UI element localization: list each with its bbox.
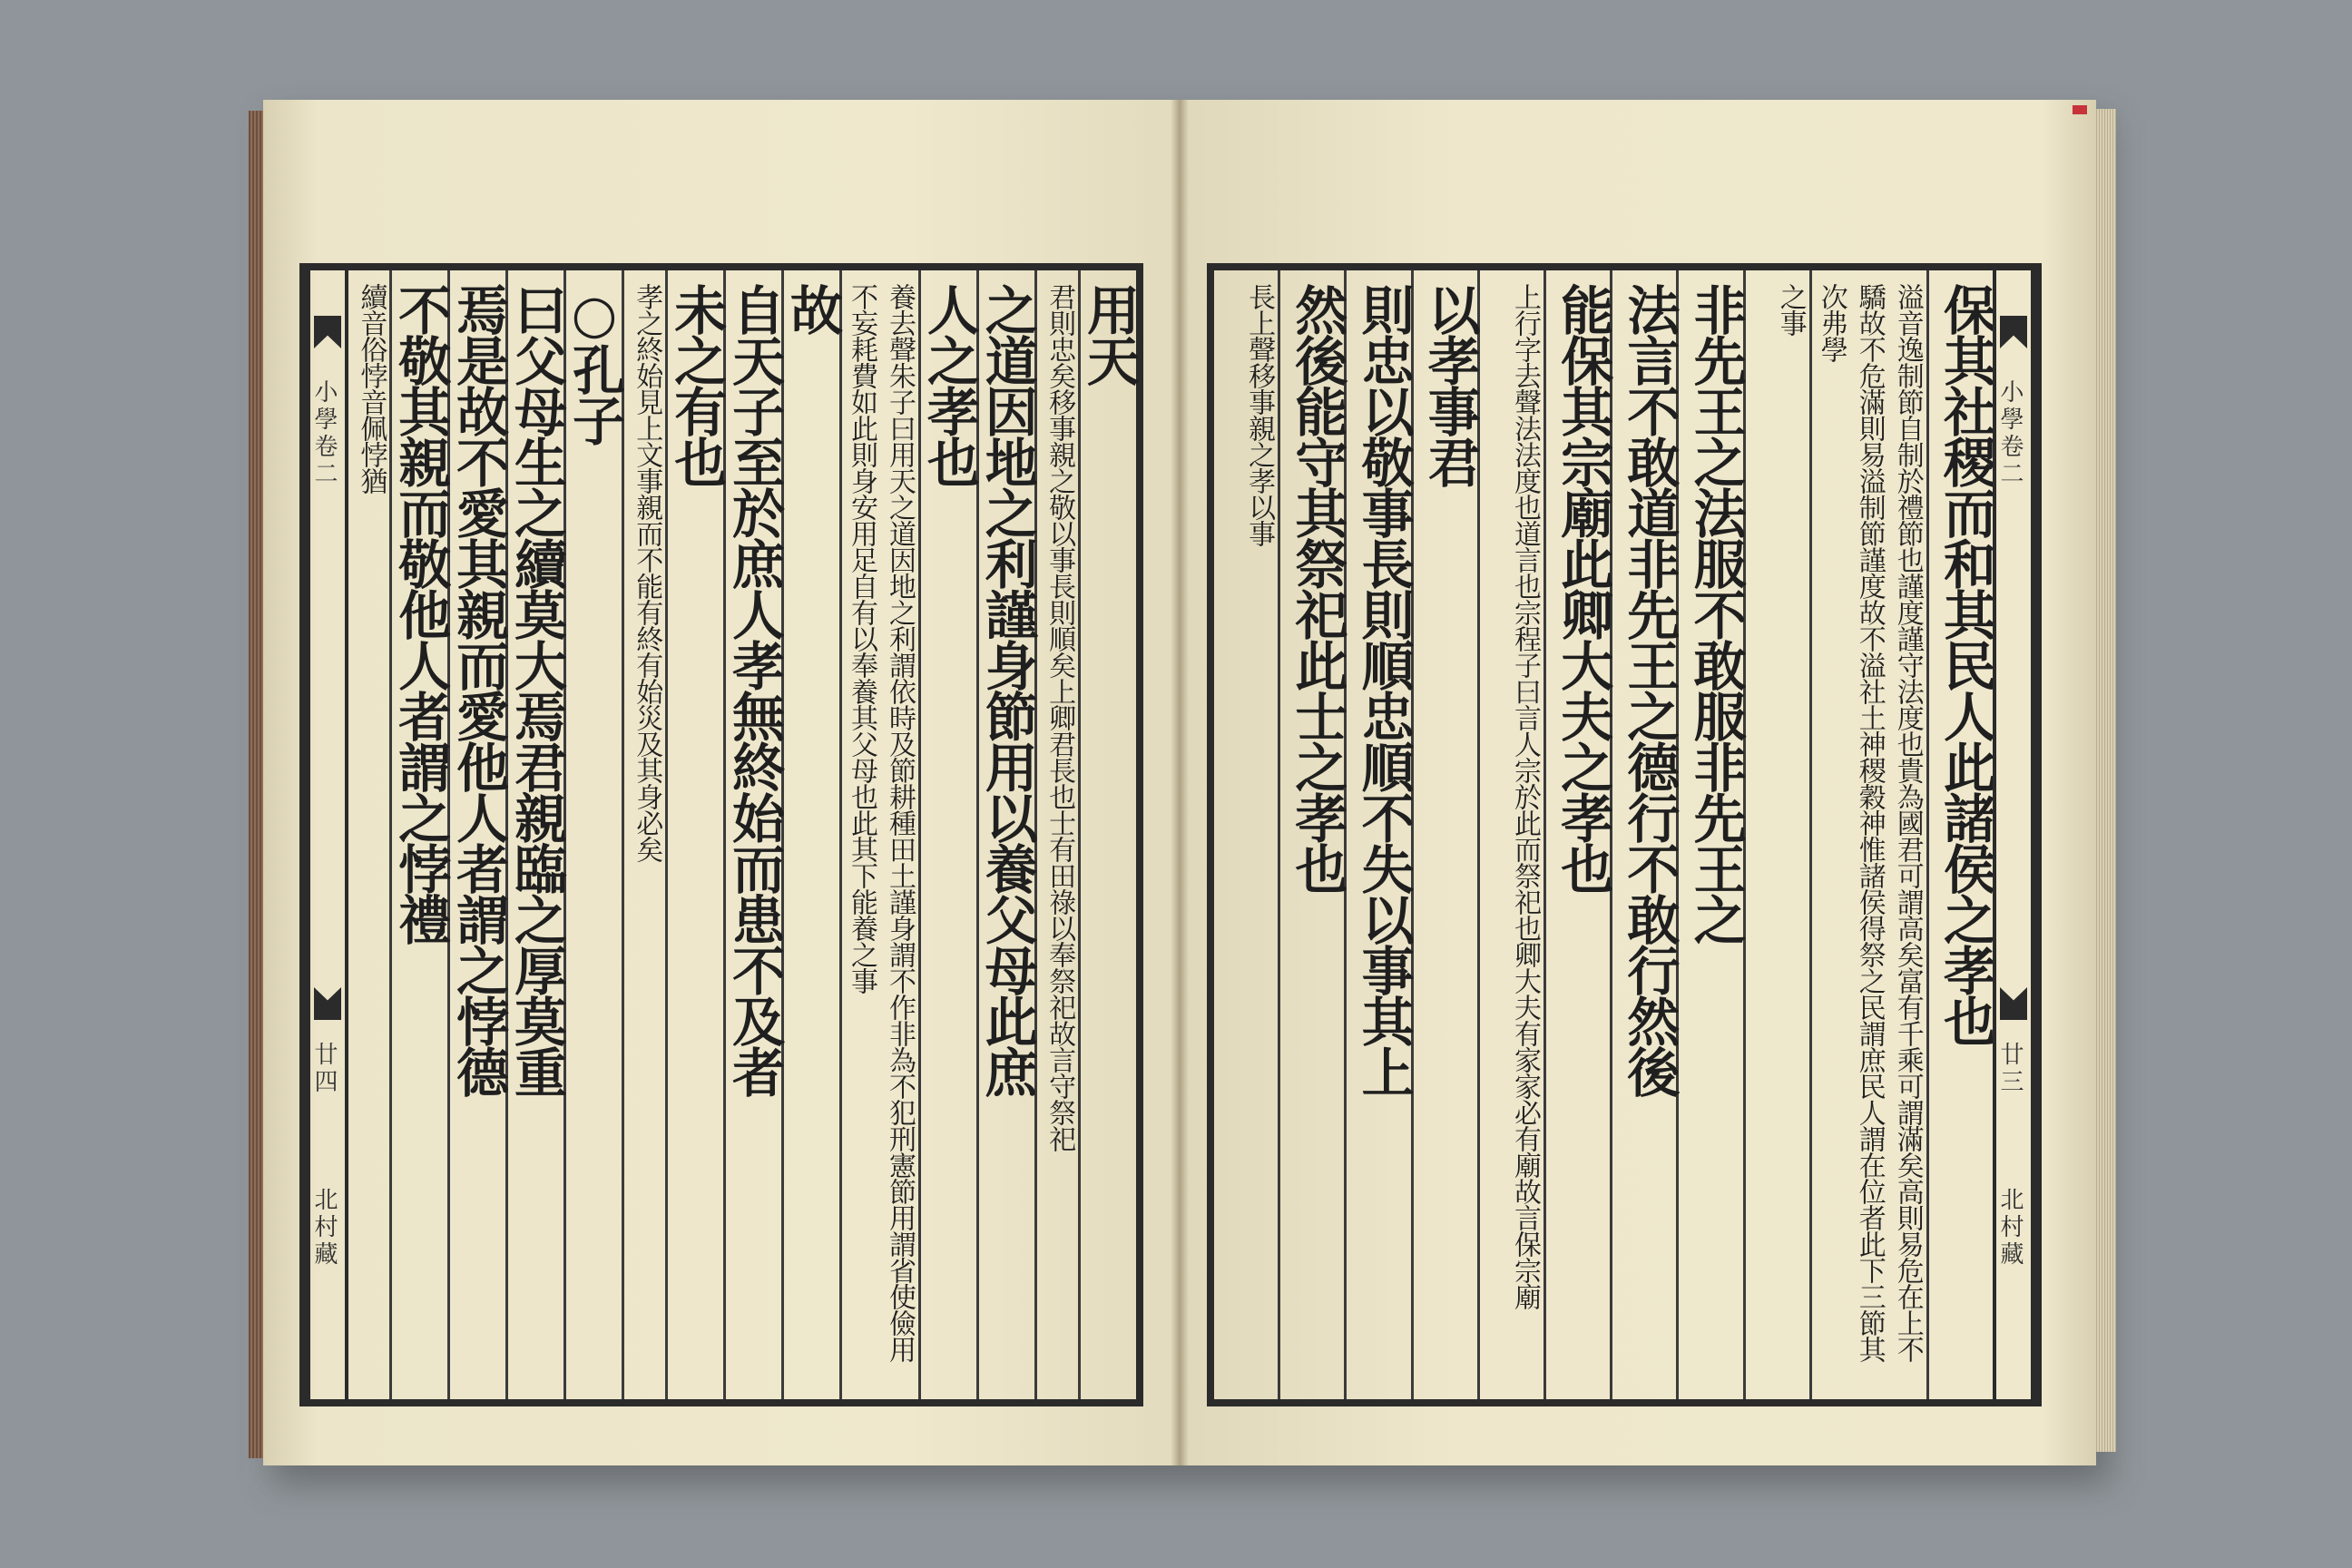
text-column: 用天	[1078, 283, 1140, 385]
text-column: 曰父母生之續莫大焉君親臨之厚莫重	[508, 270, 566, 1399]
left-text-columns	[348, 270, 1140, 1399]
fish-tail-mark	[314, 987, 341, 1020]
text-column: 然後能守其祭祀此士之孝也	[1280, 270, 1347, 1399]
open-book	[263, 100, 2096, 1465]
folio-number: 廿四	[310, 1042, 338, 1096]
left-center-column	[307, 270, 348, 1399]
text-column: 自天子至於庶人孝無終始而患不及者	[726, 270, 784, 1399]
text-column: 之事	[1746, 270, 1812, 1399]
fish-tail-mark	[2000, 987, 2027, 1020]
publisher-mark: 北村藏	[1996, 1187, 2024, 1269]
text-column: 非先王之法服不敢服非先王之	[1679, 270, 1745, 1399]
text-column: 溢音逸制節自制於禮節也謹度謹守法度也貴為國君可謂高矣富有千乘可謂滿矣高則易危在上不驕故不危滿則易溢制節謹度故不溢社土神稷穀神惟諸侯得祭之民謂庶民人謂在位者此下三節其次弗學	[1812, 270, 1929, 1399]
right-page-frame	[1207, 263, 2042, 1406]
page-block-edge	[2094, 109, 2116, 1452]
text-column: 之道因地之利謹身節用以養父母此庶	[979, 270, 1037, 1399]
left-page-frame	[299, 263, 1143, 1406]
text-column: ○孔子	[566, 270, 624, 1399]
text-column: 孝之終始見上文事親而不能有終有始災及其身必矣	[624, 270, 668, 1399]
text-column: 保其社稷而和其民人此諸侯之孝也	[1935, 283, 1996, 1045]
red-cover-corner	[2073, 105, 2087, 114]
text-column: 不敬其親而敬他人者謂之悖禮	[392, 270, 450, 1399]
right-center-column	[1993, 270, 2034, 1399]
folio-number: 廿三	[1996, 1042, 2024, 1096]
text-column: 則忠以敬事長則順忠順不失以事其上	[1347, 270, 1413, 1399]
right-page	[1180, 100, 2096, 1465]
text-column: 法言不敢道非先王之德行不敢行然後	[1612, 270, 1679, 1399]
text-column: 君則忠矣移事親之敬以事長則順矣上卿君長也士有田祿以奉祭祀故言守祭祀	[1037, 270, 1081, 1399]
text-column: 養去聲朱子曰用天之道因地之利謂依時及節耕種田土謹身謂不作非為不犯刑憲節用謂省使儉用不妄耗費如此則身安用足自有以奉養其父母也此其下能養之事	[842, 270, 921, 1399]
text-column: 人之孝也	[921, 270, 979, 1399]
text-column: 未之有也	[668, 270, 726, 1399]
fish-tail-mark	[2000, 316, 2027, 348]
fish-tail-mark	[314, 316, 341, 348]
right-text-columns	[1214, 270, 1996, 1399]
text-column: 長上聲移事親之孝以事	[1214, 270, 1280, 1399]
left-page	[263, 100, 1180, 1465]
text-column: 上行字去聲法法度也道言也宗程子曰言人宗於此而祭祀也卿大夫有家家必有廟故言保宗廟	[1480, 270, 1546, 1399]
text-column: 續音俗悖音佩悖猶	[348, 270, 392, 1399]
publisher-mark: 北村藏	[310, 1187, 338, 1269]
book-gutter	[1171, 100, 1189, 1465]
text-column: 能保其宗廟此卿大夫之孝也	[1546, 270, 1612, 1399]
text-column: 故	[784, 270, 842, 1399]
text-column: 焉是故不愛其親而愛他人者謂之悖德	[450, 270, 508, 1399]
center-title: 小學卷二	[310, 379, 338, 488]
center-title: 小學卷二	[1996, 379, 2024, 488]
text-column: 以孝事君	[1414, 270, 1480, 1399]
